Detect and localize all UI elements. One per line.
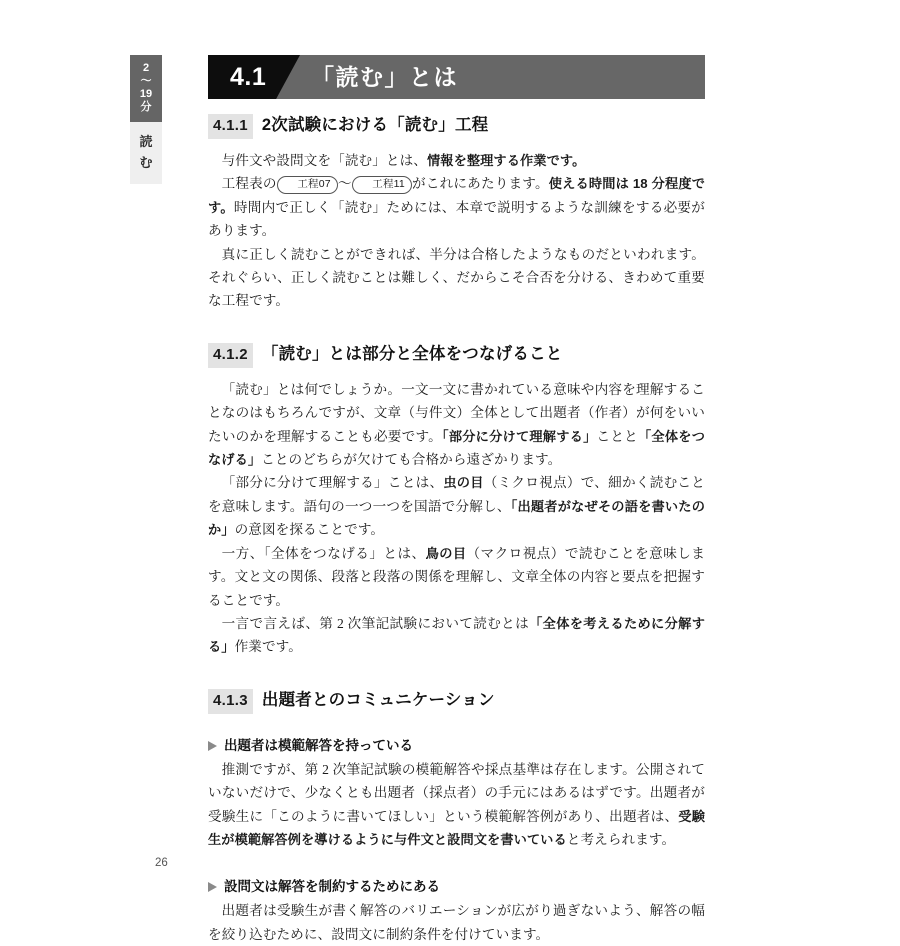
body-paragraph	[208, 172, 705, 242]
subsection-heading	[208, 736, 705, 756]
body-text-run: 推測ですが、第 2 次筆記試験の模範解答や採点基準は存在します。公開されていないだけで、少なくとも出題者（採点者）の手元にはあるはずです。出題者が受験生に「このように書いてほしい」という模範解答例があり、出題者は、	[208, 761, 705, 824]
body-text-run: ことのどちらが欠けても合格から遠ざかります。	[261, 452, 562, 468]
body-paragraph	[208, 542, 705, 612]
page-number: 26	[155, 857, 168, 869]
body-text-run: と考えられます。	[566, 831, 676, 847]
emphasis-text: 鳥の目	[425, 545, 467, 561]
emphasis-text: 「全体をつなげる」	[208, 428, 705, 468]
section-heading	[208, 114, 705, 139]
body-text-run: 与件文や設問文を「読む」とは、	[221, 153, 427, 168]
process-step-badge: 工程07	[277, 176, 338, 194]
body-text-run: がこれにあたります。	[411, 176, 549, 192]
body-text-run: 「読む」とは何でしょうか。一文一文に書かれている意味や内容を理解することなのはもちろんですが、文章（与件文）全体として出題者（作者）が何をいいたいのかを理解することも必要です。	[208, 381, 705, 444]
body-paragraph	[208, 243, 705, 313]
body-text-run: 工程表の	[221, 176, 277, 192]
emphasis-text: 受験生が模範解答例を導けるように与件文と設問文を書いている	[208, 808, 705, 847]
body-text-run: の意図を探ることです。	[234, 522, 385, 538]
side-tab-time-line-3: 分	[140, 101, 152, 113]
chapter-number: 4.1	[230, 63, 267, 91]
body-text-run: 作業です。	[234, 639, 302, 655]
section-title: 出題者とのコミュニケーション	[261, 690, 495, 709]
side-tab-time-label	[130, 55, 162, 122]
side-tab-name-char-1: む	[139, 155, 153, 170]
body-text-run: 出題者は受験生が書く解答のバリエーションが広がり過ぎないよう、解答の幅を絞り込むために、設問文に制約条件を付けています。	[208, 903, 705, 942]
body-paragraph	[208, 471, 705, 541]
body-text-run: （マクロ視点）で読むことを意味します。文と文の関係、段落と段落の関係を理解し、文章全体の内容と要点を把握することです。	[208, 545, 705, 608]
emphasis-text: 「部分に分けて理解する」	[442, 428, 597, 444]
section-number: 4.1.2	[208, 343, 253, 368]
emphasis-text: 「出題者がなぜその語を書いたのか」	[208, 498, 705, 538]
side-tab-section-name	[130, 122, 162, 184]
body-paragraph	[208, 378, 705, 472]
emphasis-text: 「全体を考えるために分解する」	[208, 615, 705, 655]
body-text-run: （ミクロ視点）で、細かく読むことを意味します。語句の一つ一つを国語で分解し、	[208, 475, 705, 514]
body-paragraph	[208, 149, 705, 172]
body-text-run: ことと	[596, 428, 638, 444]
section-title: 2次試験における「読む」工程	[261, 116, 489, 134]
process-step-badge: 工程11	[352, 176, 412, 194]
spacer	[208, 851, 705, 877]
subsection-title: 設問文は解答を制約するためにある	[224, 879, 440, 895]
chapter-banner	[208, 55, 705, 99]
side-tab-time-line-1: 〜	[140, 75, 152, 87]
body-text-run: 「部分に分けて理解する」ことは、	[221, 475, 444, 491]
body-paragraph	[208, 899, 705, 946]
section-heading	[208, 689, 705, 714]
spacer	[208, 659, 705, 689]
triangle-bullet-icon	[208, 882, 217, 892]
spacer	[208, 724, 705, 736]
side-tab-time-line-0: 2	[142, 62, 150, 74]
side-tab-name-char-0: 読	[139, 134, 153, 149]
body-paragraph	[208, 612, 705, 659]
emphasis-text: 情報を整理する作業です。	[427, 153, 586, 168]
side-tab	[130, 55, 162, 184]
section-number: 4.1.3	[208, 689, 253, 714]
body-text-run: 時間内で正しく「読む」ためには、本章で説明するような訓練をする必要があります。	[208, 199, 705, 239]
section-number: 4.1.1	[208, 114, 253, 139]
emphasis-text: 虫の目	[443, 475, 484, 491]
triangle-bullet-icon	[208, 741, 217, 751]
emphasis-text: 使える時間は 18 分程度です。	[208, 176, 705, 215]
subsection-heading	[208, 877, 705, 897]
body-text-run: 一方、「全体をつなげる」とは、	[221, 545, 426, 561]
body-text-run: 〜	[337, 176, 352, 192]
page-content	[208, 114, 705, 946]
section-title: 「読む」とは部分と全体をつなげること	[261, 344, 563, 363]
section-heading	[208, 343, 705, 368]
subsection-title: 出題者は模範解答を持っている	[224, 737, 413, 753]
body-text-run: 真に正しく読むことができれば、半分は合格したようなものだといわれます。それぐらい、正しく読むことは難しく、だからこそ合否を分ける、きわめて重要な工程です。	[208, 246, 705, 309]
spacer	[208, 313, 705, 343]
body-paragraph	[208, 758, 705, 852]
body-text-run: 一言で言えば、第 2 次筆記試験において読むとは	[221, 615, 530, 631]
side-tab-time-line-2: 19	[139, 88, 153, 100]
chapter-title: 「読む」とは	[311, 64, 458, 90]
